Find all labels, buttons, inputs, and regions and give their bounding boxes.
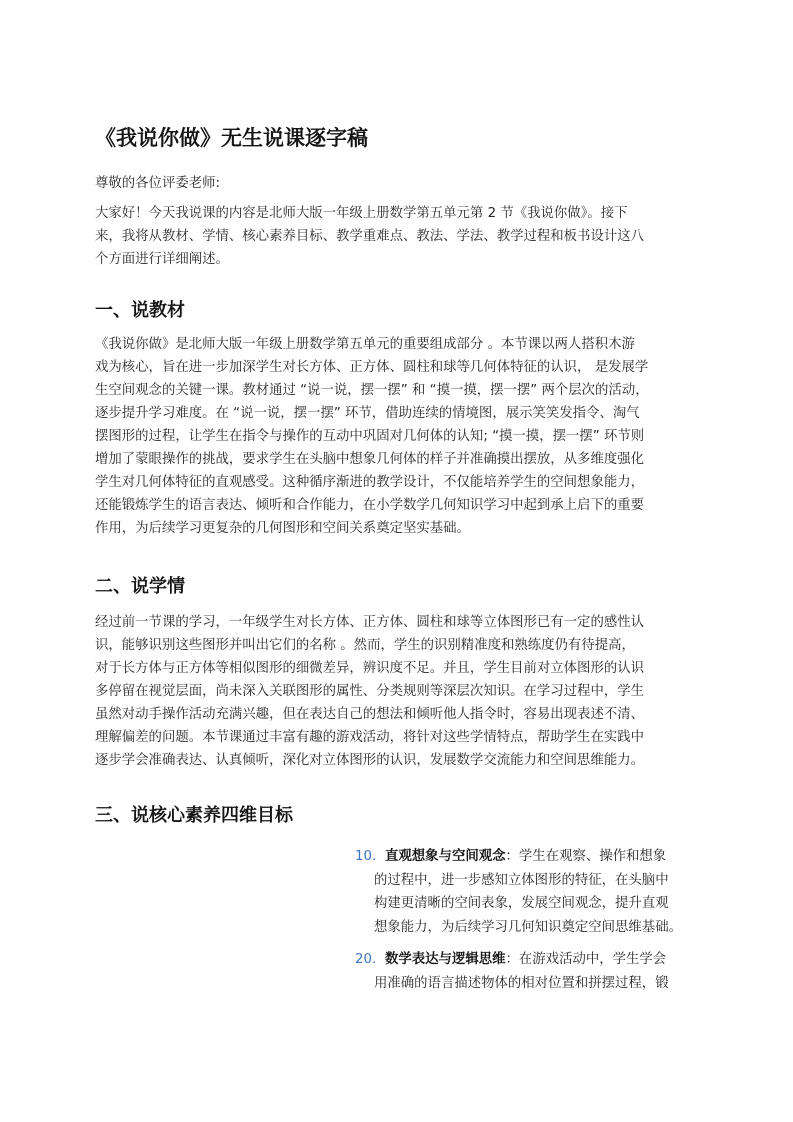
paragraph-line: 作用，为后续学习更复杂的几何图形和空间关系奠定坚实基础。 [95, 521, 470, 536]
paragraph-line: 识，能够识别这些图形并叫出它们的名称 。然而，学生的识别精准度和熟练度仍有待提高， [95, 638, 635, 653]
intro-line: 来，我将从教材、学情、核心素养目标、教学重难点、教法、学法、教学过程和板书设计这八 [95, 229, 645, 244]
section-heading-goals: 三、说核心素养四维目标 [95, 805, 293, 826]
section-heading-textbook: 一、说教材 [95, 300, 185, 321]
paragraph-line: 逐步提升学习难度。在 “说一说，摆一摆” 环节，借助连续的情境图，展示笑笑发指令、淘气 [95, 406, 640, 421]
list-item-separator: ： [505, 849, 519, 864]
intro-line: 个方面进行详细阐述。 [95, 252, 229, 267]
section-paragraph-textbook [95, 333, 649, 540]
list-item-separator: ： [505, 952, 519, 967]
paragraph-line: 摆图形的过程，让学生在指令与操作的互动中巩固对几何体的认知; “摸一摸，摆一摆” 环节则 [95, 429, 645, 444]
document-title: 《我说你做》无生说课逐字稿 [95, 126, 368, 150]
paragraph-line: 逐步学会准确表达、认真倾听，深化对立体图形的认识，发展数学交流能力和空间思维能力。 [95, 753, 645, 768]
paragraph-line: 虽然对动手操作活动充满兴趣，但在表达自己的想法和倾听他人指令时，容易出现表述不清、 [95, 707, 645, 722]
paragraph-line: 多停留在视觉层面，尚未深入关联图形的属性、分类规则等深层次知识。在学习过程中，学生 [95, 684, 645, 699]
goals-list [355, 845, 715, 1004]
paragraph-line: 对于长方体与正方体等相似图形的细微差异，辨识度不足。并且，学生目前对立体图形的认识 [95, 661, 645, 676]
section-paragraph-students [95, 611, 644, 772]
paragraph-line: 学生对几何体特征的直观感受。这种循序渐进的教学设计，不仅能培养学生的空间想象能力， [95, 475, 645, 490]
paragraph-line: 经过前一节课的学习，一年级学生对长方体、正方体、圆柱和球等立体图形已有一定的感性认 [95, 615, 645, 630]
greeting-line: 尊敬的各位评委老师: [95, 176, 221, 191]
list-item-line: 想象能力，为后续学习几何知识奠定空间思维基础。 [374, 919, 682, 935]
paragraph-line: 生空间观念的关键一课。教材通过 “说一说，摆一摆” 和 “摸一摸，摆一摆” 两个层次的活动， [95, 383, 649, 398]
list-item-line: 用准确的语言描述物体的相对位置和拼摆过程，锻 [374, 975, 669, 991]
intro-paragraph [95, 202, 644, 271]
list-item-first-line [385, 948, 715, 972]
paragraph-line: 理解偏差的问题。本节课通过丰富有趣的游戏活动，将针对这些学情特点，帮助学生在实践中 [95, 730, 645, 745]
paragraph-line: 戏为核心，旨在进一步加深学生对长方体、正方体、圆柱和球等几何体特征的认识， 是发展学 [95, 360, 649, 375]
list-item-term: 直观想象与空间观念 [385, 849, 506, 864]
list-item [355, 948, 715, 995]
paragraph-line: 增加了蒙眼操作的挑战，要求学生在头脑中想象几何体的样子并准确摸出摆放，从多维度强化 [95, 452, 645, 467]
list-item-line: 构建更清晰的空间表象，发展空间观念，提升直观 [374, 896, 669, 911]
list-item-term: 数学表达与逻辑思维 [385, 952, 506, 967]
list-number: 10. [355, 849, 377, 864]
list-item-first-line [385, 845, 715, 869]
section-heading-students: 二、说学情 [95, 576, 185, 597]
list-item-text: 学生在观察、操作和想象 [518, 849, 667, 864]
paragraph-line: 还能锻炼学生的语言表达、倾听和合作能力，在小学数学几何知识学习中起到承上启下的重要 [95, 498, 645, 513]
greeting [95, 172, 220, 195]
list-item-text: 在游戏活动中，学生学会 [518, 952, 667, 967]
list-number: 20. [355, 952, 377, 967]
list-item [355, 845, 715, 939]
list-item-line: 的过程中，进一步感知立体图形的特征，在头脑中 [374, 872, 669, 888]
intro-line: 大家好！今天我说课的内容是北师大版一年级上册数学第五单元第 2 节《我说你做》。接下 [95, 206, 628, 221]
paragraph-line: 《我说你做》是北师大版一年级上册数学第五单元的重要组成部分 。本节课以两人搭积木游 [95, 337, 635, 352]
